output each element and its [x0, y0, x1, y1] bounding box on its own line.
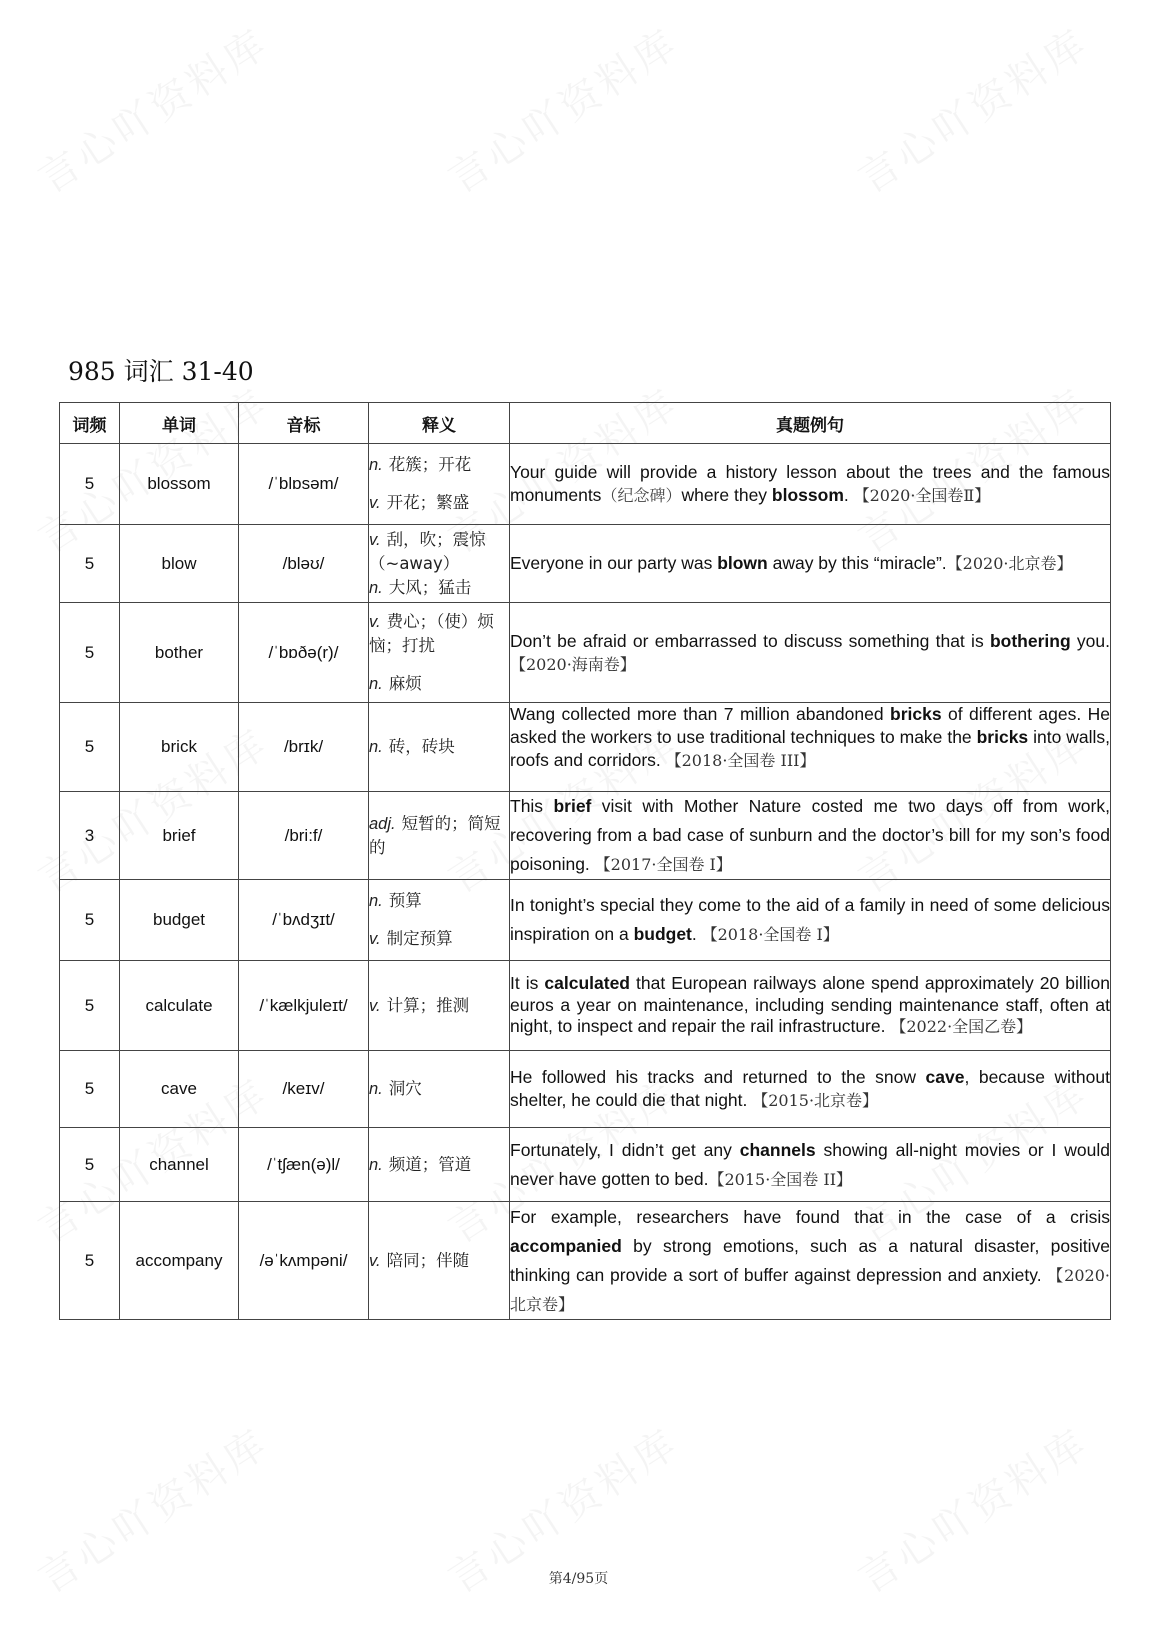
definition-cell [369, 703, 510, 792]
definition-text: 短暂的；简短的 [369, 813, 501, 857]
table-row [60, 703, 1111, 792]
part-of-speech: v. [369, 996, 381, 1015]
table-row [60, 1051, 1111, 1128]
example-text: . [691, 924, 702, 944]
frequency-cell: 3 [60, 792, 120, 880]
definition-text: 麻烦 [388, 673, 422, 693]
example-text: This [510, 796, 554, 816]
table-row [60, 792, 1111, 880]
definition-cell [369, 444, 510, 525]
part-of-speech: adj. [369, 814, 396, 833]
example-cell [510, 792, 1111, 880]
definition-cell [369, 792, 510, 880]
table-row [60, 1202, 1111, 1320]
word-cell: cave [120, 1051, 239, 1128]
example-text: visit with Mother Nature costed me two days off from work, recovering from a bad case of sunburn and the doctor’s bill for my son’s food poisoning. [510, 796, 1110, 874]
part-of-speech: n. [369, 578, 383, 597]
example-text: Wang collected more than 7 million abandoned [510, 704, 891, 724]
keyword: blossom [771, 485, 844, 505]
source-tag: 【2020·北京卷】 [946, 554, 1073, 573]
source-tag: 【2015·全国卷 II】 [708, 1169, 853, 1189]
frequency-cell: 5 [60, 603, 120, 703]
example-cell [510, 880, 1111, 961]
table-row [60, 525, 1111, 603]
frequency-cell: 5 [60, 1202, 120, 1320]
header-example: 真题例句 [510, 403, 1111, 444]
phonetic-cell: /brɪk/ [239, 703, 369, 792]
source-tag: 【2020·北京卷】 [510, 1265, 1110, 1314]
source-tag: 【2018·全国卷 III】 [665, 751, 816, 770]
word-cell: budget [120, 880, 239, 961]
definition-text: 陪同；伴随 [386, 1250, 470, 1270]
table-header-row [60, 403, 1111, 444]
definition-text: 制定预算 [386, 929, 453, 948]
word-cell: bother [120, 603, 239, 703]
part-of-speech: n. [369, 456, 383, 474]
keyword: bricks [976, 727, 1029, 747]
definition-text: 刮，吹；震惊（~away） [369, 529, 486, 573]
example-text: Everyone in our party was [510, 553, 718, 573]
keyword: bothering [989, 630, 1071, 651]
definition-text: 大风；猛击 [388, 577, 472, 597]
phonetic-cell: /keɪv/ [239, 1051, 369, 1128]
definition-cell [369, 880, 510, 961]
part-of-speech: v. [369, 612, 381, 631]
page-title: 985 词汇 31-40 [68, 357, 254, 386]
example-cell [510, 603, 1111, 703]
example-text: It is [510, 973, 545, 994]
example-text: where they [681, 485, 772, 505]
watermark [26, 13, 278, 205]
phonetic-cell: /bri:f/ [239, 792, 369, 880]
phonetic-cell: /bləʊ/ [239, 525, 369, 603]
example-text: by strong emotions, such as a natural disaster, positive thinking can provide a sort of buffer against depression and anxiety. [510, 1235, 1110, 1285]
phonetic-cell: /ˈtʃæn(ə)l/ [239, 1128, 369, 1202]
part-of-speech: n. [369, 1155, 383, 1174]
definition-cell [369, 525, 510, 603]
table-row [60, 603, 1111, 703]
frequency-cell: 5 [60, 961, 120, 1051]
example-text: into walls, roofs and corridors. [510, 727, 1110, 770]
phonetic-cell: /ˈblɒsəm/ [239, 444, 369, 525]
source-tag: 【2015·北京卷】 [752, 1091, 879, 1110]
example-text: He followed his tracks and returned to the snow [510, 1067, 926, 1087]
definition-text: 砖，砖块 [388, 737, 455, 756]
part-of-speech: n. [369, 892, 383, 910]
source-tag: 【2017·全国卷 I】 [594, 855, 732, 874]
source-tag: 【2020·海南卷】 [510, 654, 636, 674]
example-cell [510, 1202, 1111, 1320]
word-cell: channel [120, 1128, 239, 1202]
definition-text: 预算 [388, 891, 422, 910]
source-tag: 【2020·全国卷Ⅱ】 [853, 486, 991, 505]
part-of-speech: v. [369, 530, 381, 549]
part-of-speech: v. [369, 1251, 381, 1270]
keyword: bricks [890, 704, 942, 724]
vocabulary-table [59, 402, 1111, 1320]
word-cell: accompany [120, 1202, 239, 1320]
example-cell [510, 444, 1111, 525]
phonetic-cell: /əˈkʌmpəni/ [239, 1202, 369, 1320]
word-cell: brief [120, 792, 239, 880]
example-text: For example, researchers have found that in the case of a crisis [510, 1206, 1110, 1227]
example-cell [510, 525, 1111, 603]
example-cell [510, 703, 1111, 792]
phonetic-cell: /ˈkælkjuleɪt/ [239, 961, 369, 1051]
example-text: Fortunately, I didn’t get any [510, 1139, 740, 1160]
definition-text: 花簇；开花 [388, 455, 472, 474]
definition-cell [369, 603, 510, 703]
word-cell: blow [120, 525, 239, 603]
frequency-cell: 5 [60, 1051, 120, 1128]
definition-text: 开花；繁盛 [386, 493, 470, 512]
example-text: Don’t be afraid or embarrassed to discuss something that is [510, 630, 990, 651]
definition-cell [369, 1202, 510, 1320]
frequency-cell: 5 [60, 444, 120, 525]
table-row [60, 444, 1111, 525]
keyword: cave [925, 1067, 965, 1087]
example-text: showing all-night movies or I would never have gotten to bed. [510, 1139, 1110, 1189]
example-text: you. [1070, 630, 1110, 651]
example-text: , because without shelter, he could die that night. [510, 1067, 1110, 1110]
example-gloss: （纪念碑） [601, 486, 682, 505]
keyword: channels [739, 1139, 816, 1160]
word-cell: calculate [120, 961, 239, 1051]
part-of-speech: n. [369, 674, 383, 693]
header-frequency: 词频 [60, 403, 120, 444]
keyword: calculated [544, 973, 630, 994]
table-row [60, 880, 1111, 961]
definition-cell [369, 1051, 510, 1128]
header-phonetic: 音标 [239, 403, 369, 444]
definition-text: 频道；管道 [388, 1154, 472, 1174]
example-cell [510, 1051, 1111, 1128]
watermark [846, 13, 1098, 205]
phonetic-cell: /ˈbɒðə(r)/ [239, 603, 369, 703]
word-cell: blossom [120, 444, 239, 525]
frequency-cell: 5 [60, 525, 120, 603]
table-row [60, 961, 1111, 1051]
part-of-speech: n. [369, 1080, 383, 1098]
keyword: blown [717, 553, 768, 573]
example-text: Your guide will provide a history lesson about the trees and the famous monuments [510, 462, 1110, 505]
definition-text: 洞穴 [388, 1079, 422, 1098]
example-text: In tonight’s special they come to the aid of a family in need of some delicious inspiration on a [510, 895, 1110, 944]
header-word: 单词 [120, 403, 239, 444]
header-definition: 释义 [369, 403, 510, 444]
watermark [436, 13, 688, 205]
keyword: brief [553, 796, 592, 816]
example-text: that European railways alone spend approximately 20 billion euros a year on maintenance, including sending maintenance staff, often at night, to inspect and repair the rail infrastructure. [510, 973, 1111, 1037]
word-cell: brick [120, 703, 239, 792]
part-of-speech: n. [369, 738, 383, 756]
table-row [60, 1128, 1111, 1202]
frequency-cell: 5 [60, 703, 120, 792]
page-number: 第4/95页 [548, 1571, 609, 1587]
example-text: of different ages. He asked the workers to use traditional techniques to make the [510, 704, 1110, 747]
definition-cell [369, 961, 510, 1051]
example-text: away by this “miracle”. [767, 553, 947, 573]
frequency-cell: 5 [60, 1128, 120, 1202]
example-text: . [843, 485, 854, 505]
source-tag: 【2018·全国卷 I】 [701, 925, 839, 944]
part-of-speech: v. [369, 494, 381, 512]
example-cell [510, 1128, 1111, 1202]
phonetic-cell: /ˈbʌdʒɪt/ [239, 880, 369, 961]
part-of-speech: v. [369, 930, 381, 948]
definition-text: 费心；（使）烦恼；打扰 [369, 611, 494, 655]
example-cell [510, 961, 1111, 1051]
frequency-cell: 5 [60, 880, 120, 961]
definition-cell [369, 1128, 510, 1202]
keyword: budget [633, 924, 692, 944]
definition-text: 计算；推测 [386, 995, 470, 1015]
source-tag: 【2022·全国乙卷】 [890, 1017, 1033, 1037]
keyword: accompanied [510, 1235, 622, 1256]
